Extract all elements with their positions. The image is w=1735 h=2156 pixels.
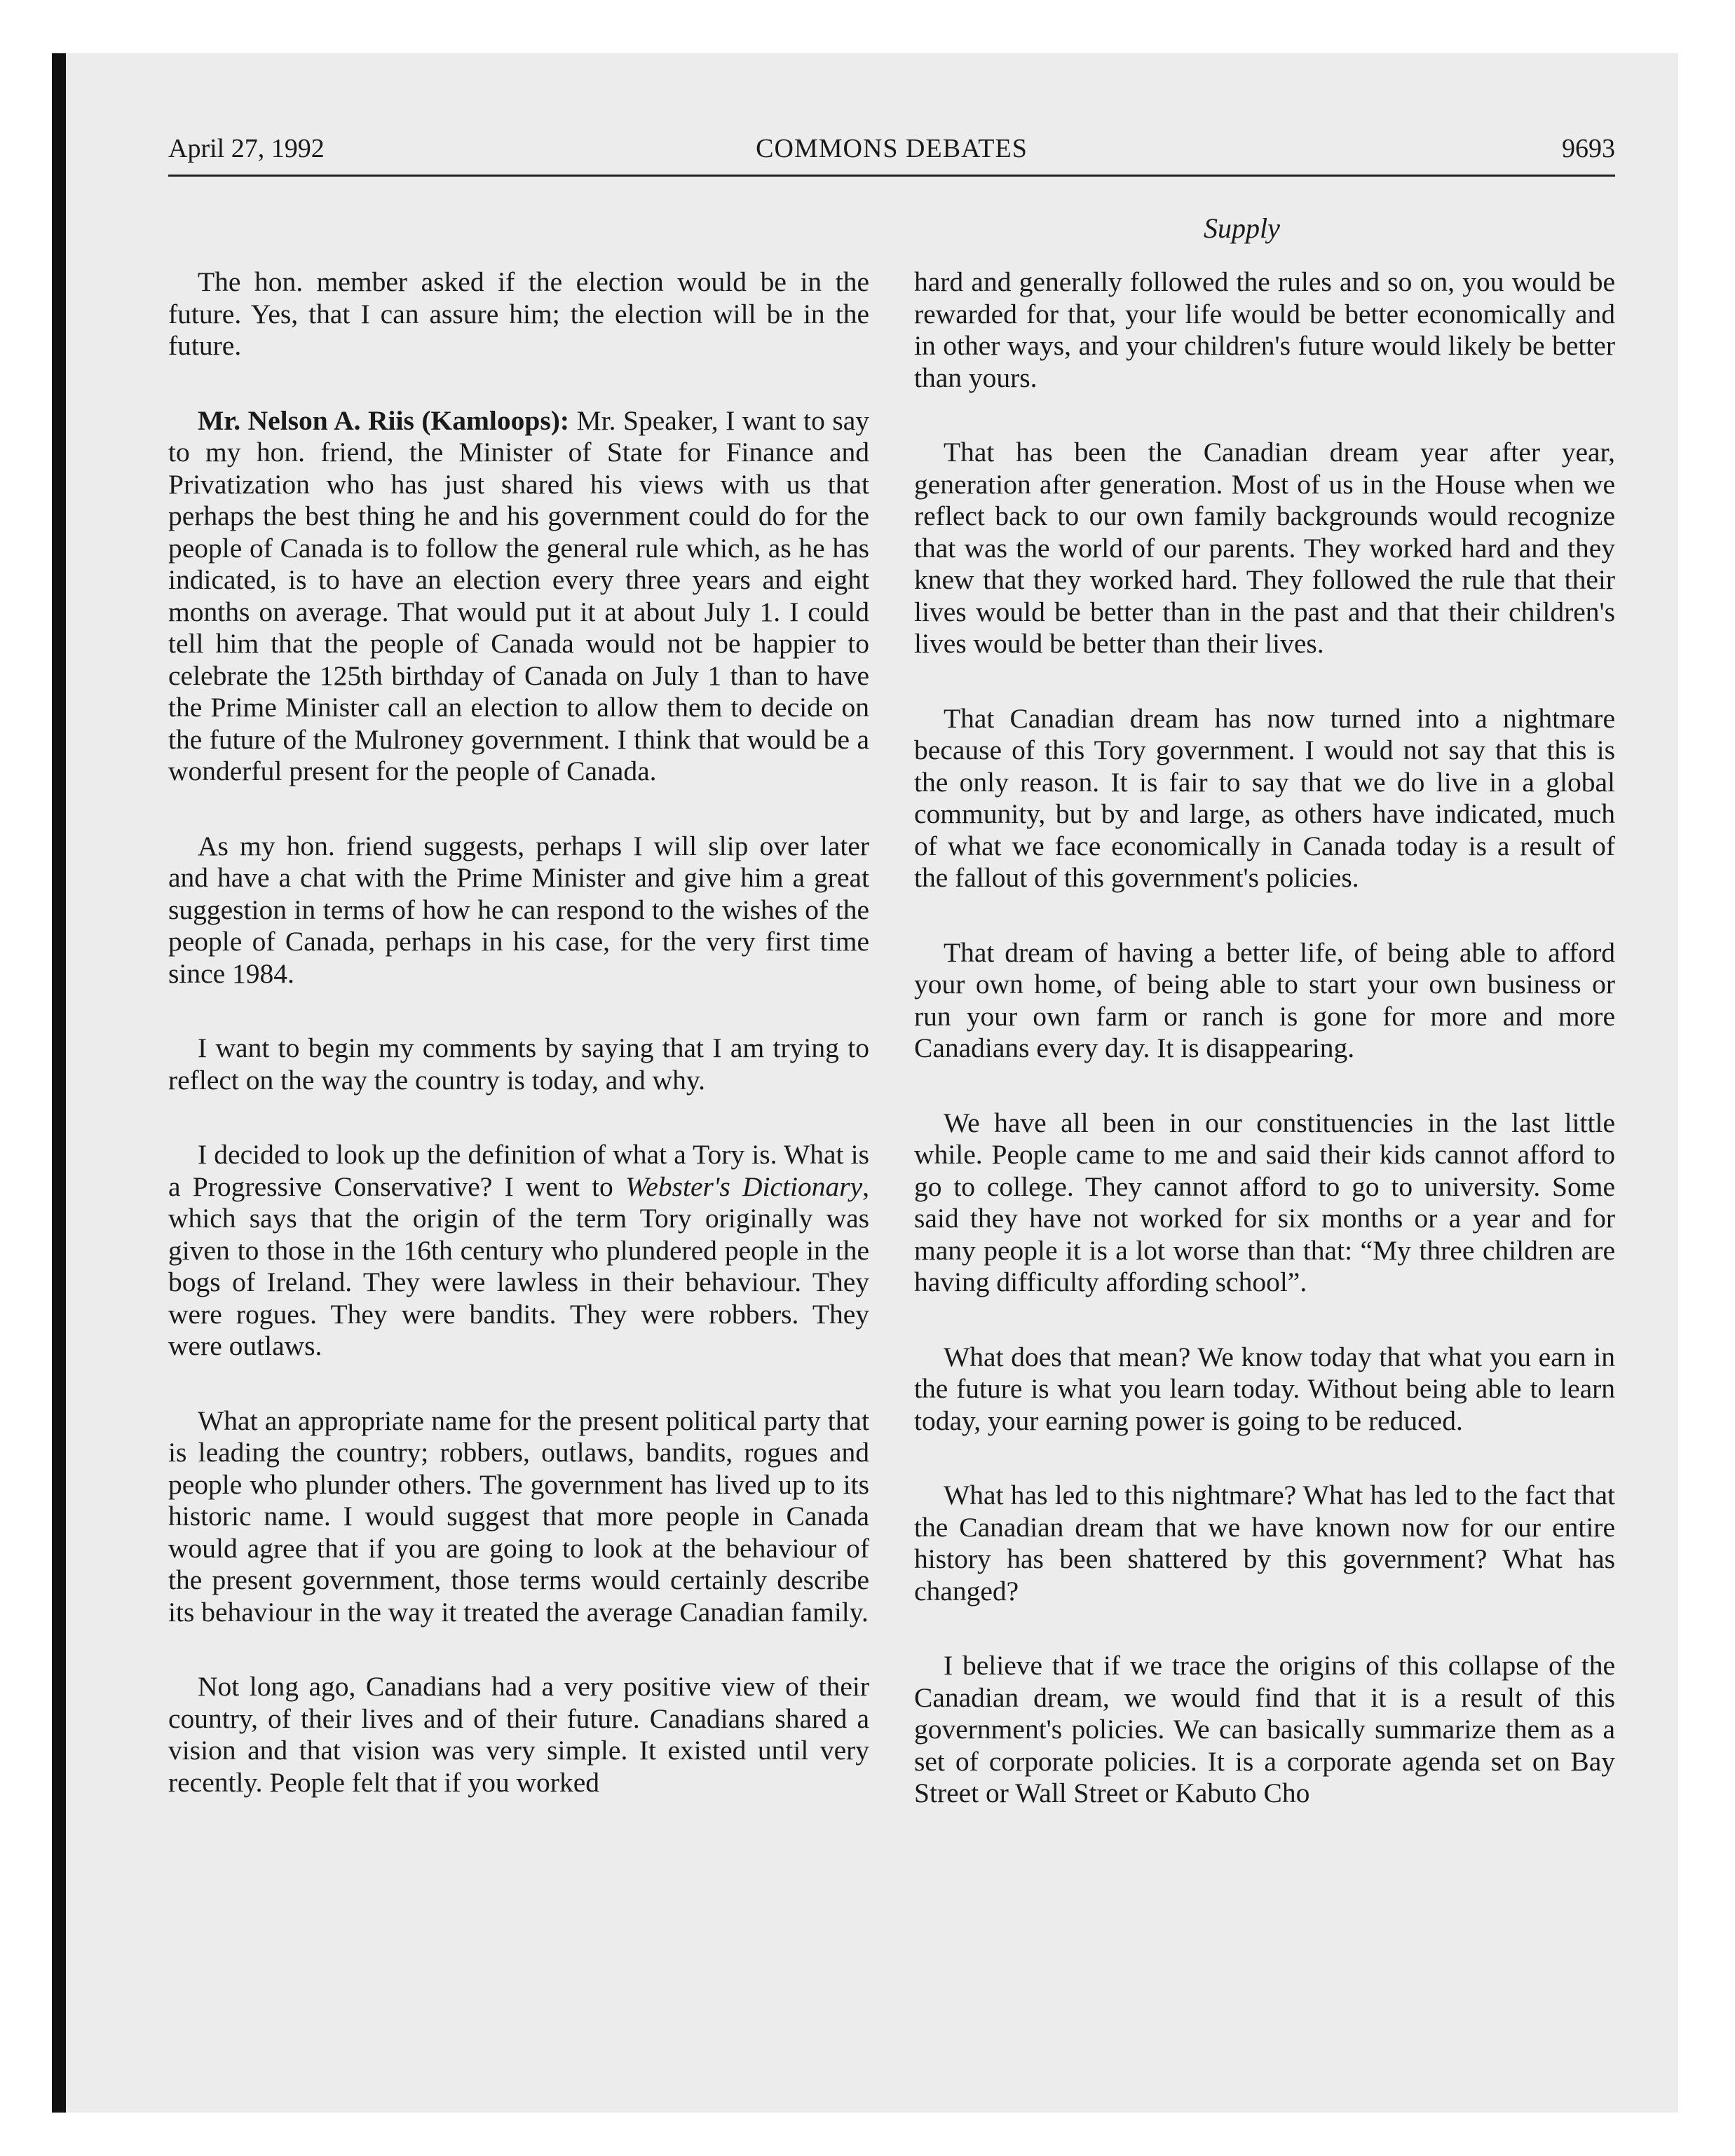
paragraph: What has led to this nightmare? What has led to the fact that the Canadian dream that we have known now for our entire history has been shattered by this government? What has changed?: [914, 1480, 1615, 1606]
paragraph: That Canadian dream has now turned into a nightmare because of this Tory government. I would not say that this is the only reason. It is fair to say that we do live in a global community, but by and large, as others have indicated, much of what we face economically in Canada today is a result of the fallout of this government's policies.: [914, 702, 1615, 893]
paragraph: That has been the Canadian dream year after year, generation after generation. Most of us in the House when we reflect back to our own family backgrounds would recognize that was the world of our parents. They worked hard and they knew that they worked hard. They followed the rule that their lives would be better than in the past and that their children's lives would be better than their lives.: [914, 437, 1615, 659]
running-header: [168, 133, 1615, 175]
paragraph: That dream of having a better life, of being able to afford your own home, of being able to start your own business or run your own farm or ranch is gone for more and more Canadians every day. It is disappearing.: [914, 936, 1615, 1063]
paragraph-text: Mr. Speaker, I want to say to my hon. friend, the Minister of State for Finance and Privatization who has just shared his views with us that perhaps the best thing he and his government could do for the people of Canada is to follow the general rule which, as he has indicated, is to have an election every three years and eight months on average. That would put it at about July 1. I could tell him that the people of Canada would not be happier to celebrate the 125th birthday of Canada on July 1 than to have the Prime Minister call an election to allow them to decide on the future of the Mulroney government. I think that would be a wonderful present for the people of Canada.: [168, 404, 870, 786]
paragraph: I believe that if we trace the origins of this collapse of the Canadian dream, we would find that it is a result of this government's policies. We can basically summarize them as a set of corporate policies. It is a corporate agenda set on Bay Street or Wall Street or Kabuto Cho: [914, 1650, 1615, 1808]
section-title: Supply: [1204, 212, 1280, 244]
header-title: COMMONS DEBATES: [756, 134, 1028, 163]
paragraph: I want to begin my comments by saying that I am trying to reflect on the way the country is today, and why.: [168, 1032, 869, 1096]
book-title: Webster's Dictionary: [625, 1171, 863, 1202]
speaker-name: Mr. Nelson A. Riis (Kamloops):: [198, 404, 570, 436]
page-number: 9693: [1562, 134, 1615, 163]
paragraph-text: I decided to look up the definition of what a Tory is. What is a Progressive Conservative? I went to: [168, 1139, 869, 1202]
left-column: [168, 266, 869, 1841]
paragraph: [168, 1139, 869, 1363]
paragraph-text: , which says that the origin of the term Tory originally was given to those in the 16th century who plundered people in the bogs of Ireland. They were lawless in their behaviour. They were rogues. They were bandits. They were robbers. They were outlaws.: [168, 1171, 870, 1361]
paragraph: [168, 405, 869, 788]
paragraph: We have all been in our constituencies in the last little while. People came to me and said their kids cannot afford to go to college. They cannot afford to go to university. Some said they have not worked for six months or a year and for many people it is a lot worse than that: “My three children are having difficulty affording school”.: [914, 1107, 1615, 1297]
paragraph: The hon. member asked if the election would be in the future. Yes, that I can assure him; the election will be in the future.: [168, 266, 869, 361]
paragraph: hard and generally followed the rules and so on, you would be rewarded for that, your life would be better economically and in other ways, and your children's future would likely be better than yours.: [914, 266, 1615, 393]
paragraph: Not long ago, Canadians had a very positive view of their country, of their lives and of their future. Canadians shared a vision and that vision was very simple. It existed until very recently. People felt that if you worked: [168, 1671, 869, 1798]
paragraph: As my hon. friend suggests, perhaps I will slip over later and have a chat with the Prime Minister and give him a great suggestion in terms of how he can respond to the wishes of the people of Canada, perhaps in his case, for the very first time since 1984.: [168, 830, 869, 989]
header-date: April 27, 1992: [168, 134, 325, 163]
paragraph: What does that mean? We know today that what you earn in the future is what you learn today. Without being able to learn today, your earning power is going to be reduced.: [914, 1341, 1615, 1436]
right-column: [914, 266, 1615, 1853]
header-rule: [168, 175, 1615, 177]
binding-edge: [52, 53, 66, 2113]
paragraph: What an appropriate name for the present political party that is leading the country; robbers, outlaws, bandits, rogues and people who plunder others. The government has lived up to its historic name. I would suggest that more people in Canada would agree that if you are going to look at the behaviour of the present government, those terms would certainly describe its behaviour in the way it treated the average Canadian family.: [168, 1405, 869, 1628]
